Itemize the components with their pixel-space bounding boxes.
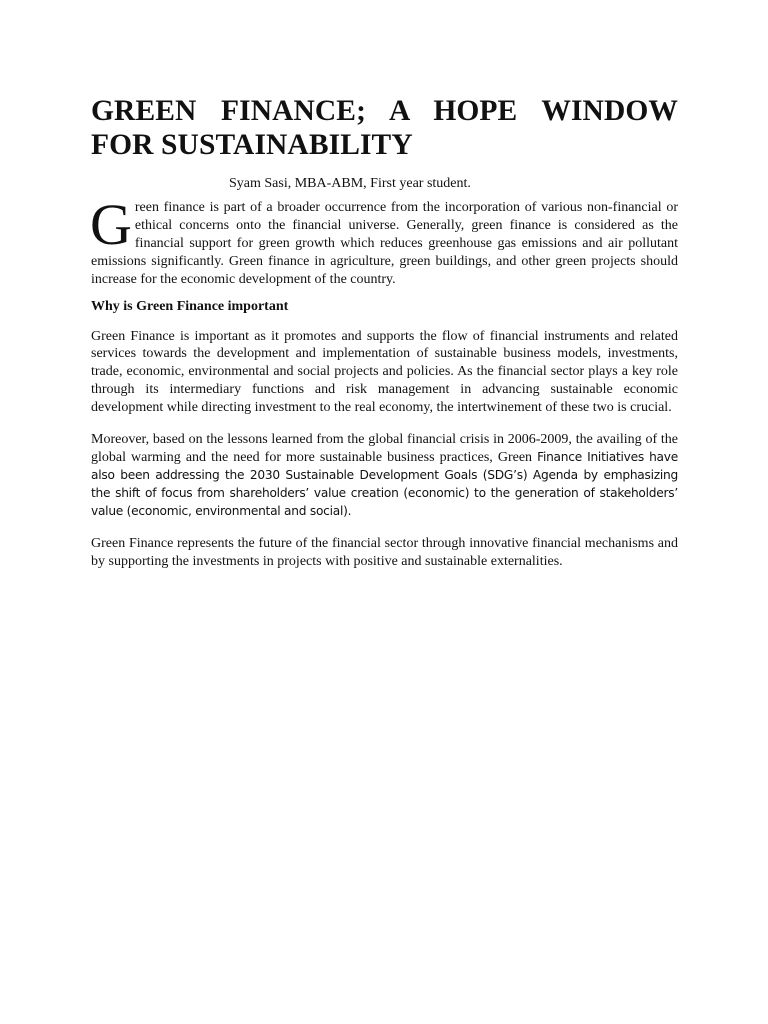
author-line: Syam Sasi, MBA-ABM, First year student.: [229, 176, 471, 191]
paragraph-moreover-sans-part: Finance Initiatives have also been addressing the 2030 Sustainable Development Goals (SDG’s) Agenda by emphasizing the shift of focus from shareholders’ value creation (economic) to the generation of stakeholders’ value (economic, environmental and social).: [91, 449, 678, 518]
paragraph-moreover-serif-part: Moreover, based on the lessons learned from the global financial crisis in 2006-2009, the availing of the global warming and the need for more sustainable business practices, Green: [91, 432, 678, 465]
paragraph-moreover: [91, 431, 678, 521]
document-page: [91, 94, 678, 570]
document-title: GREEN FINANCE; A HOPE WINDOW FOR SUSTAINABILITY: [91, 95, 678, 161]
intro-text: reen finance is part of a broader occurrence from the incorporation of various non-financial or ethical concerns onto the financial universe. Generally, green finance is considered as the financial support for green growth which reduces greenhouse gas emissions and air pollutant emissions significantly. Green finance in agriculture, green buildings, and other green projects should increase for the economic development of the country.: [91, 200, 678, 287]
paragraph-importance: Green Finance is important as it promotes and supports the flow of financial instruments and related services towards the development and implementation of sustainable business models, investments, trade, economic, environmental and social projects and policies. As the financial sector plays a key role through its intermediary functions and risk management in advancing sustainable economic development while directing investment to the real economy, the intertwinement of these two is crucial.: [91, 328, 678, 416]
intro-paragraph: [90, 192, 678, 289]
section-heading: Why is Green Finance important: [91, 298, 289, 314]
paragraph-future: Green Finance represents the future of the financial sector through innovative financial mechanisms and by supporting the investments in projects with positive and sustainable externalities.: [91, 535, 678, 569]
drop-cap-letter: G: [90, 192, 132, 257]
